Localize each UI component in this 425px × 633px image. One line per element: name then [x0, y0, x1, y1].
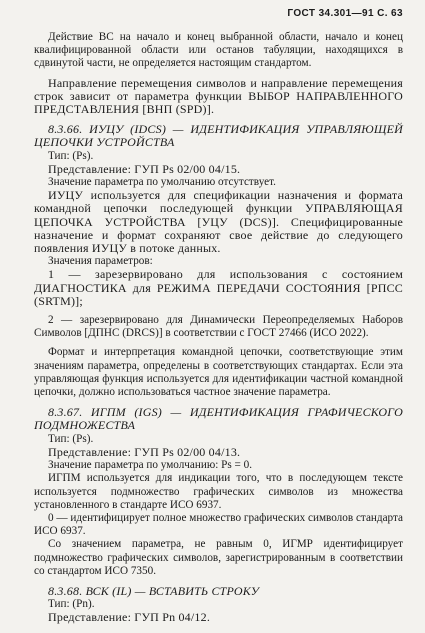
paragraph: Со значением параметра, не равным 0, ИГМР идентифицирует подмножество графических символов, зарегистрированным в соответствии со стандартом ИСО 7350.	[34, 538, 403, 577]
paragraph: Направление перемещения символов и направление перемещения строк зависит от параметра функции ВЫБОР НАПРАВЛЕННОГО ПРЕДСТАВЛЕНИЯ [ВНП (SPD)].	[34, 75, 403, 117]
section-heading-8-3-68: 8.3.68. ВСК (IL) — ВСТАВИТЬ СТРОКУ	[48, 583, 260, 598]
document-body	[34, 31, 403, 625]
paragraph: Представление: ГУП Ps 02/00 04/13.	[48, 444, 241, 459]
page-header: ГОСТ 34.301—91 С. 63	[287, 8, 403, 19]
paragraph: Тип: (Pn).	[48, 598, 95, 611]
paragraph: Представление: ГУП Ps 02/00 04/15.	[48, 161, 241, 176]
paragraph: Значение параметра по умолчанию: Ps = 0.	[48, 459, 253, 472]
paragraph: Представление: ГУП Pn 04/12.	[48, 610, 211, 625]
list-item: 0 — идентифицирует полное множество графических символов стандарта ИСО 6937.	[34, 511, 403, 538]
section-heading-8-3-66: 8.3.66. ИУЦУ (IDCS) — ИДЕНТИФИКАЦИЯ УПРАВЛЯЮЩЕЙ ЦЕПОЧКИ УСТРОЙСТВА	[34, 122, 403, 150]
paragraph: Тип: (Ps).	[48, 432, 94, 445]
paragraph: Значение параметра по умолчанию отсутствует.	[48, 176, 276, 189]
list-item: 1 — зарезервировано для использования с состоянием ДИАГНОСТИКА для РЕЖИМА ПЕРЕДАЧИ СОСТОЯНИЯ [РПСС (SRTM)];	[34, 267, 403, 308]
paragraph: ИГПМ используется для индикации того, что в последующем тексте используется подмножество графических символов из множества установленного в стандарте ИСО 6937.	[34, 472, 403, 511]
list-item: 2 — зарезервировано для Динамически Переопределяемых Наборов Символов [ДПНС (DRCS)] в соответствии с ГОСТ 27466 (ИСО 2022).	[34, 314, 403, 340]
paragraph: Действие ВС на начало и конец выбранной области, начало и конец квалифицированной области или останов табуляции, находящихся в сдвинутой части, не определяется настоящим стандартом.	[34, 31, 403, 70]
paragraph: Формат и интерпретация командной цепочки, соответствующие этим значениям параметра, определены в соответствующих стандартах. Если эта управляющая функция используется для идентификации частной командной цепочки, должно использоваться частное значение параметра.	[34, 346, 403, 399]
paragraph: Значения параметров:	[48, 255, 153, 268]
paragraph: Тип: (Ps).	[48, 149, 94, 162]
paragraph: ИУЦУ используется для спецификации назначения и формата командной цепочки последующей функции УПРАВЛЯЮЩАЯ ЦЕПОЧКА УСТРОЙСТВА [УЦУ (DCS)]. Специфицированные назначение и формат сохраняют свое действие до следующего появления ИУЦУ в потоке данных.	[34, 188, 403, 256]
section-heading-8-3-67: 8.3.67. ИГПМ (IGS) — ИДЕНТИФИКАЦИЯ ГРАФИЧЕСКОГО ПОДМНОЖЕСТВА	[34, 405, 403, 433]
